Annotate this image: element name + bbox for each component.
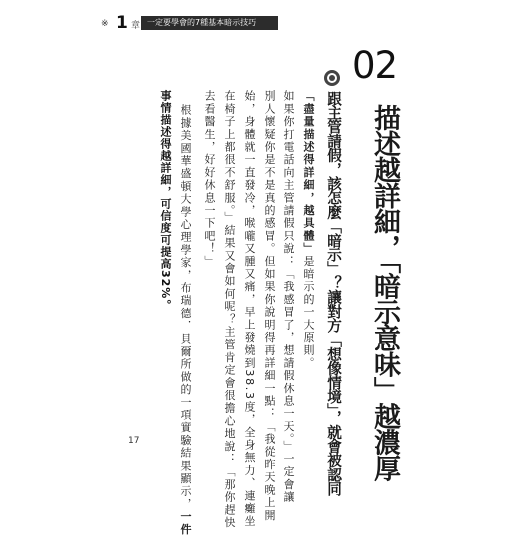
body-line-1 — [301, 90, 315, 369]
bullet-icon — [324, 70, 340, 86]
page-number: 17 — [128, 436, 140, 446]
body-line-3: 別人懷疑你是不是真的感冒。但如果你說明得再詳細一點：「我從昨天晚上開 — [263, 90, 276, 522]
body-text: 是暗示的一大原則。 — [302, 255, 315, 370]
section-number: 02 — [352, 44, 398, 87]
body-text: 根據美國華盛頓大學心理學家，布瑞德．貝爾所做的一項實驗結果顯示， — [179, 104, 192, 511]
header-mark: ※ — [101, 19, 109, 29]
body-line-6: 去看醫生，好好休息一下吧！」 — [203, 90, 216, 268]
chapter-label: 章 — [131, 21, 141, 31]
subtitle-line: 跟主管請假，該怎麼「暗示」？讓對方「想像情境」，就會被認同 — [325, 91, 342, 496]
running-title: 一定要學會的7種基本暗示技巧 — [141, 16, 278, 30]
body-emphasis: 一件 — [179, 510, 192, 536]
section-title: 描述越詳細，「暗示意味」越濃厚 — [369, 104, 400, 481]
body-line-5: 在椅子上都很不舒服。」結果又會如何呢？主管肯定會很擔心地說：「那你趕快 — [223, 90, 236, 529]
chapter-number: 1 — [116, 13, 128, 33]
running-header — [0, 0, 520, 40]
body-line-7 — [178, 104, 192, 536]
conclusion-line: 事情描述得越詳細，可信度可提高32%。 — [159, 90, 172, 312]
body-line-4: 始，身體就一直發冷，喉嚨又腫又痛，早上發燒到38.3度，全身無力、連癱坐 — [243, 90, 256, 528]
body-emphasis: 「盡量描述得詳細，越具體」 — [302, 90, 315, 256]
body-line-2: 如果你打電話向主管請假只說：「我感冒了，想請假休息一天。」一定會讓 — [282, 90, 295, 504]
